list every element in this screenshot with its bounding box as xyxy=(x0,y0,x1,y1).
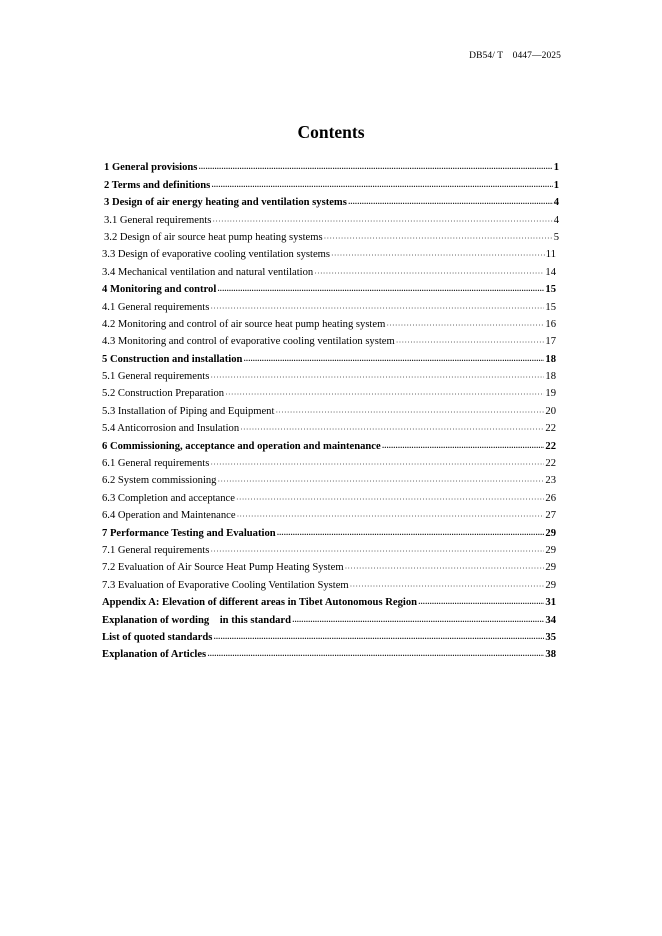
toc-entry-title: 7.2 Evaluation of Air Source Heat Pump Heating System xyxy=(102,562,344,574)
toc-entry-page-number: 16 xyxy=(545,318,556,330)
toc-entry-page-number: 20 xyxy=(545,405,556,417)
toc-entry-title: List of quoted standards xyxy=(102,631,213,643)
toc-dot-leader xyxy=(292,614,544,627)
toc-entry-title: 3.4 Mechanical ventilation and natural ventilation xyxy=(102,266,314,278)
toc-entry-title: Explanation of wording in this standard xyxy=(102,614,291,626)
toc-dot-leader xyxy=(207,648,544,661)
toc-entry-page-number: 15 xyxy=(545,301,556,313)
toc-entry-page-number: 14 xyxy=(545,266,556,278)
toc-entry[interactable] xyxy=(102,314,559,331)
toc-entry[interactable] xyxy=(102,453,559,470)
toc-entry-page-number: 18 xyxy=(545,371,556,383)
toc-dot-leader xyxy=(314,266,544,279)
toc-entry[interactable] xyxy=(102,609,559,626)
toc-dot-leader xyxy=(345,561,545,574)
toc-entry[interactable] xyxy=(102,261,559,278)
toc-entry-page-number: 34 xyxy=(545,614,556,626)
toc-entry-page-number: 26 xyxy=(545,492,556,504)
toc-entry-title: 5.1 General requirements xyxy=(102,371,210,383)
toc-entry-page-number: 18 xyxy=(545,353,556,365)
toc-entry-title: 6.4 Operation and Maintenance xyxy=(102,510,236,522)
toc-entry[interactable] xyxy=(102,279,559,296)
toc-entry-title: 5.3 Installation of Piping and Equipment xyxy=(102,405,275,417)
toc-dot-leader xyxy=(237,509,545,522)
toc-entry[interactable] xyxy=(102,540,559,557)
toc-entry-page-number: 1 xyxy=(553,162,559,174)
toc-entry-page-number: 29 xyxy=(545,544,556,556)
toc-entry[interactable] xyxy=(102,331,559,348)
toc-entry[interactable] xyxy=(102,157,559,174)
toc-dot-leader xyxy=(217,474,544,487)
toc-entry[interactable] xyxy=(102,627,559,644)
toc-entry-title: 7 Performance Testing and Evaluation xyxy=(102,527,276,539)
toc-dot-leader xyxy=(210,370,544,383)
toc-entry-page-number: 22 xyxy=(545,458,556,470)
toc-entry[interactable] xyxy=(102,209,559,226)
toc-dot-leader xyxy=(210,301,544,314)
toc-entry-title: Explanation of Articles xyxy=(102,649,207,661)
toc-entry-title: 4 Monitoring and control xyxy=(102,284,217,296)
toc-entry-page-number: 29 xyxy=(545,562,556,574)
toc-entry-title: 3.2 Design of air source heat pump heating systems xyxy=(104,231,323,243)
toc-entry-title: 6.2 System commissioning xyxy=(102,475,217,487)
toc-dot-leader xyxy=(348,196,553,209)
toc-entry-page-number: 1 xyxy=(553,179,559,191)
toc-entry[interactable] xyxy=(102,487,559,504)
toc-entry-title: 4.3 Monitoring and control of evaporative cooling ventilation system xyxy=(102,336,395,348)
toc-entry-title: 6.1 General requirements xyxy=(102,458,210,470)
toc-dot-leader xyxy=(324,231,553,244)
toc-entry-page-number: 4 xyxy=(553,197,559,209)
toc-entry-title: 5 Construction and installation xyxy=(102,353,243,365)
toc-dot-leader xyxy=(386,318,544,331)
toc-dot-leader xyxy=(210,457,544,470)
toc-dot-leader xyxy=(396,335,545,348)
toc-entry-title: 7.1 General requirements xyxy=(102,544,210,556)
toc-entry-title: 3.3 Design of evaporative cooling ventilation systems xyxy=(102,249,331,261)
toc-dot-leader xyxy=(350,579,545,592)
toc-entry[interactable] xyxy=(102,418,559,435)
toc-entry-title: 5.4 Anticorrosion and Insulation xyxy=(102,423,240,435)
toc-entry[interactable] xyxy=(102,522,559,539)
toc-entry[interactable] xyxy=(102,505,559,522)
toc-dot-leader xyxy=(198,161,552,174)
toc-entry-page-number: 17 xyxy=(545,336,556,348)
page-header-standard-number: DB54/ T 0447—2025 xyxy=(469,51,561,61)
toc-entry-title: 6 Commissioning, acceptance and operation and maintenance xyxy=(102,440,381,452)
toc-entry-page-number: 5 xyxy=(553,231,559,243)
toc-entry-page-number: 19 xyxy=(545,388,556,400)
toc-entry-page-number: 35 xyxy=(545,631,556,643)
toc-dot-leader xyxy=(217,283,544,296)
toc-entry-page-number: 31 xyxy=(545,597,556,609)
toc-entry-title: 2 Terms and definitions xyxy=(104,179,211,191)
toc-dot-leader xyxy=(240,422,544,435)
toc-entry[interactable] xyxy=(102,296,559,313)
toc-entry[interactable] xyxy=(102,400,559,417)
toc-entry-title: 4.1 General requirements xyxy=(102,301,210,313)
toc-dot-leader xyxy=(236,492,544,505)
toc-entry-title: 3 Design of air energy heating and ventilation systems xyxy=(104,197,347,209)
toc-entry-page-number: 29 xyxy=(545,579,556,591)
toc-dot-leader xyxy=(210,544,544,557)
toc-entry-title: 6.3 Completion and acceptance xyxy=(102,492,235,504)
toc-entry[interactable] xyxy=(102,557,559,574)
toc-dot-leader xyxy=(331,248,545,261)
toc-entry-page-number: 22 xyxy=(545,440,556,452)
table-of-contents xyxy=(102,157,559,661)
toc-dot-leader xyxy=(225,387,544,400)
toc-dot-leader xyxy=(211,179,552,192)
toc-entry[interactable] xyxy=(102,348,559,365)
toc-entry-title: 7.3 Evaluation of Evaporative Cooling Ventilation System xyxy=(102,579,349,591)
toc-entry-title: 4.2 Monitoring and control of air source heat pump heating system xyxy=(102,318,386,330)
toc-entry[interactable] xyxy=(102,644,559,661)
toc-entry-title: 5.2 Construction Preparation xyxy=(102,388,225,400)
toc-entry-page-number: 29 xyxy=(545,527,556,539)
toc-entry[interactable] xyxy=(102,244,559,261)
toc-dot-leader xyxy=(213,631,544,644)
toc-entry-page-number: 23 xyxy=(545,475,556,487)
toc-dot-leader xyxy=(277,527,545,540)
toc-entry-title: Appendix A: Elevation of different areas in Tibet Autonomous Region xyxy=(102,597,418,609)
toc-entry-page-number: 4 xyxy=(553,214,559,226)
toc-entry[interactable] xyxy=(102,174,559,191)
toc-entry-page-number: 38 xyxy=(545,649,556,661)
toc-entry-page-number: 27 xyxy=(545,510,556,522)
toc-entry[interactable] xyxy=(102,192,559,209)
toc-dot-leader xyxy=(243,353,544,366)
toc-entry[interactable] xyxy=(102,574,559,591)
page-title: Contents xyxy=(297,122,365,142)
toc-entry-page-number: 11 xyxy=(545,249,556,261)
toc-entry-title: 1 General provisions xyxy=(104,162,198,174)
toc-entry-page-number: 15 xyxy=(545,284,556,296)
toc-dot-leader xyxy=(418,596,544,609)
toc-entry[interactable] xyxy=(102,592,559,609)
toc-entry[interactable] xyxy=(102,470,559,487)
toc-dot-leader xyxy=(275,405,544,418)
toc-dot-leader xyxy=(382,440,545,453)
toc-entry[interactable] xyxy=(102,366,559,383)
toc-entry[interactable] xyxy=(102,227,559,244)
toc-entry-title: 3.1 General requirements xyxy=(104,214,212,226)
toc-entry[interactable] xyxy=(102,383,559,400)
toc-entry[interactable] xyxy=(102,435,559,452)
toc-dot-leader xyxy=(212,214,552,227)
toc-entry-page-number: 22 xyxy=(545,423,556,435)
